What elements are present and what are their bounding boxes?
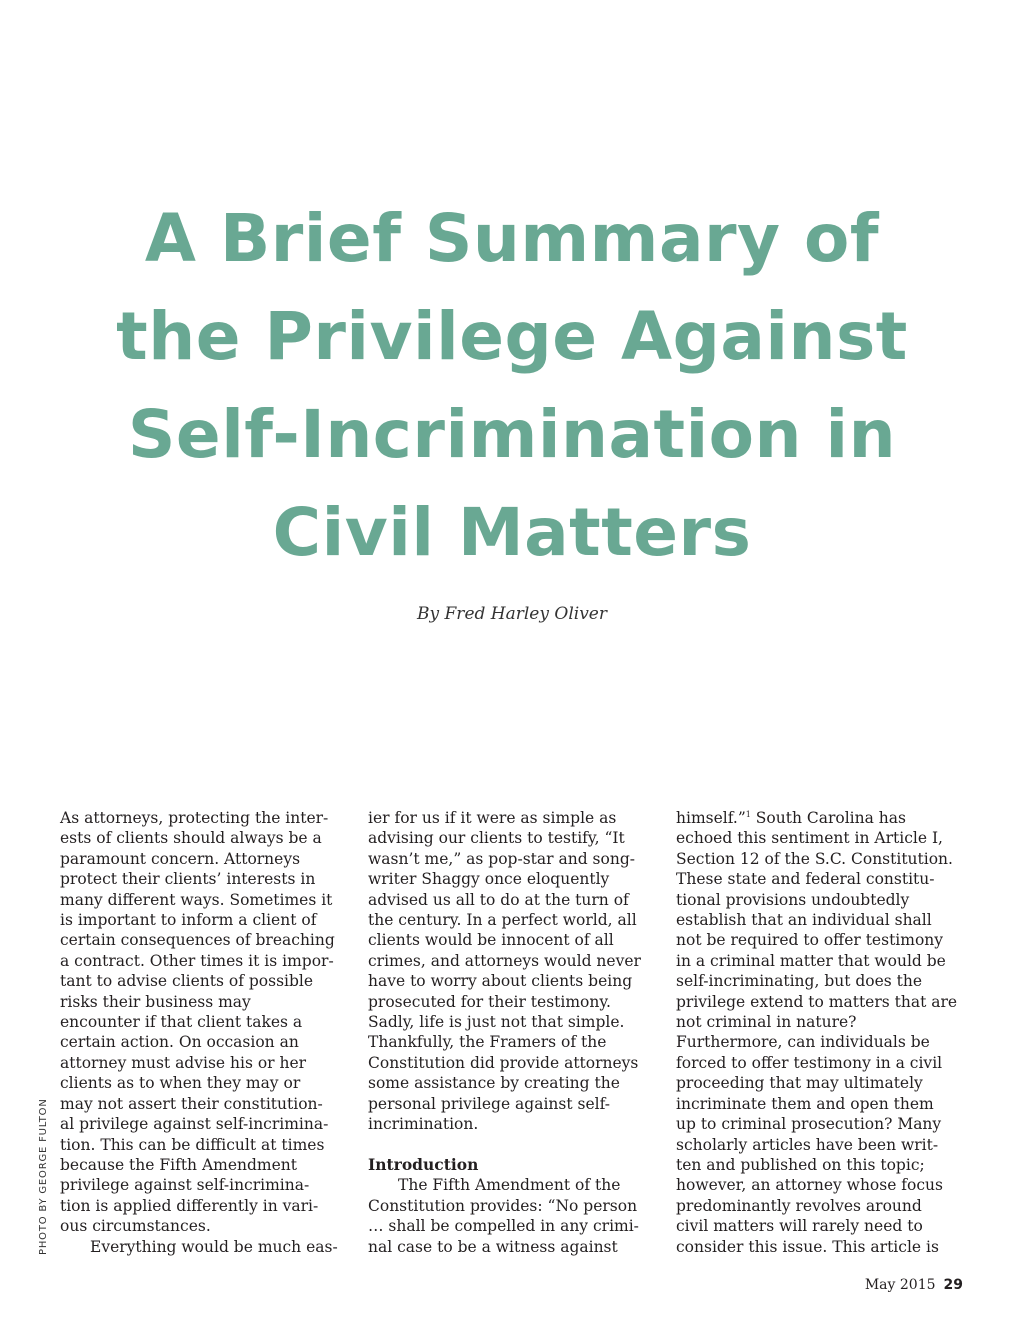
text-line: predominantly revolves around bbox=[676, 1196, 922, 1215]
text-line: echoed this sentiment in Article I, bbox=[676, 829, 943, 848]
text-line: establish that an individual shall bbox=[676, 911, 932, 930]
page-number: 29 bbox=[943, 1277, 963, 1293]
text-line: however, an attorney whose focus bbox=[676, 1176, 943, 1195]
text-line: the century. In a perfect world, all bbox=[368, 911, 637, 930]
text-line: some assistance by creating the bbox=[368, 1074, 620, 1093]
title-line: A Brief Summary of bbox=[144, 200, 880, 277]
paragraph bbox=[60, 1237, 360, 1257]
text-line: incrimination. bbox=[368, 1115, 479, 1134]
text-line: not criminal in nature? bbox=[676, 1013, 857, 1032]
text-line: ier for us if it were as simple as bbox=[368, 809, 617, 827]
issue-date: May 2015 bbox=[864, 1277, 936, 1293]
text-line: As attorneys, protecting the inter- bbox=[60, 809, 329, 827]
text-line: writer Shaggy once eloquently bbox=[368, 870, 610, 889]
text-line: advised us all to do at the turn of bbox=[368, 890, 629, 909]
text-line: tant to advise clients of possible bbox=[60, 972, 314, 991]
text-line: certain consequences of breaching bbox=[60, 931, 335, 950]
text-line: many different ways. Sometimes it bbox=[60, 890, 333, 909]
text-line: tional provisions undoubtedly bbox=[676, 890, 910, 909]
title-line: Civil Matters bbox=[272, 494, 752, 571]
body-column-3 bbox=[676, 808, 976, 1257]
text-line: Sadly, life is just not that simple. bbox=[368, 1013, 625, 1032]
text-line: prosecuted for their testimony. bbox=[368, 992, 611, 1011]
text-line: is important to inform a client of bbox=[60, 911, 317, 930]
byline: By Fred Harley Oliver bbox=[417, 604, 607, 624]
text-line: Everything would be much eas- bbox=[90, 1237, 338, 1256]
text-line: crimes, and attorneys would never bbox=[368, 951, 641, 970]
text-line: not be required to offer testimony bbox=[676, 931, 944, 950]
text-line: Constitution did provide attorneys bbox=[368, 1053, 639, 1072]
text-line: encounter if that client takes a bbox=[60, 1013, 303, 1032]
text-line: protect their clients’ interests in bbox=[60, 870, 316, 889]
paragraph bbox=[676, 808, 976, 1257]
paragraph bbox=[368, 808, 668, 1135]
body-column-2 bbox=[368, 808, 668, 1257]
text-line: incriminate them and open them bbox=[676, 1094, 934, 1113]
text-line: paramount concern. Attorneys bbox=[60, 849, 301, 868]
text-line: clients would be innocent of all bbox=[368, 931, 614, 950]
text-line: Furthermore, can individuals be bbox=[676, 1033, 930, 1052]
photo-credit: PHOTO BY GEORGE FULTON bbox=[38, 1098, 49, 1255]
text-line: advising our clients to testify, “It bbox=[368, 829, 625, 848]
text-line: nal case to be a witness against bbox=[368, 1237, 618, 1256]
text-line: wasn’t me,” as pop-star and song- bbox=[368, 849, 635, 868]
text-line: consider this issue. This article is bbox=[676, 1237, 939, 1256]
text-fragment: himself.” bbox=[676, 809, 746, 827]
page-footer bbox=[865, 1277, 963, 1293]
text-line: Section 12 of the S.C. Constitution. bbox=[676, 849, 953, 868]
text-line: Thankfully, the Framers of the bbox=[368, 1033, 607, 1052]
text-line: privilege against self-incrimina- bbox=[60, 1176, 310, 1195]
text-line: because the Fifth Amendment bbox=[60, 1155, 298, 1174]
text-line: up to criminal prosecution? Many bbox=[676, 1115, 942, 1134]
text-line: clients as to when they may or bbox=[60, 1074, 301, 1093]
text-line: Constitution provides: “No person bbox=[368, 1196, 638, 1215]
text-line: ten and published on this topic; bbox=[676, 1155, 925, 1174]
text-line: These state and federal constitu- bbox=[676, 870, 935, 889]
text-line: proceeding that may ultimately bbox=[676, 1074, 923, 1093]
text-line: al privilege against self-incrimina- bbox=[60, 1115, 329, 1134]
text-line: The Fifth Amendment of the bbox=[398, 1176, 621, 1195]
text-line: … shall be compelled in any crimi- bbox=[368, 1217, 639, 1236]
article-title bbox=[112, 190, 912, 582]
text-line: tion. This can be difficult at times bbox=[60, 1135, 325, 1154]
text-line: scholarly articles have been writ- bbox=[676, 1135, 939, 1154]
body-column-1 bbox=[60, 808, 360, 1257]
text-line: personal privilege against self- bbox=[368, 1094, 611, 1113]
text-fragment: South Carolina has bbox=[750, 809, 906, 827]
title-line: Self-Incrimination in bbox=[127, 396, 897, 473]
text-line: forced to offer testimony in a civil bbox=[676, 1053, 943, 1072]
text-line: certain action. On occasion an bbox=[60, 1033, 299, 1052]
text-line bbox=[676, 808, 976, 828]
text-line: ests of clients should always be a bbox=[60, 829, 322, 848]
paragraph bbox=[60, 808, 360, 1237]
text-line: attorney must advise his or her bbox=[60, 1053, 307, 1072]
text-line: a contract. Other times it is impor- bbox=[60, 951, 334, 970]
text-line: ous circumstances. bbox=[60, 1217, 211, 1236]
paragraph bbox=[368, 1175, 668, 1257]
text-line: self-incriminating, but does the bbox=[676, 972, 923, 991]
text-line: may not assert their constitution- bbox=[60, 1094, 323, 1113]
text-line: risks their business may bbox=[60, 992, 251, 1011]
section-heading: Introduction bbox=[368, 1154, 479, 1174]
text-line: in a criminal matter that would be bbox=[676, 951, 946, 970]
text-line: privilege extend to matters that are bbox=[676, 992, 958, 1011]
title-line: the Privilege Against bbox=[116, 298, 908, 375]
text-line: civil matters will rarely need to bbox=[676, 1217, 923, 1236]
text-line: tion is applied differently in vari- bbox=[60, 1196, 319, 1215]
footnote-reference[interactable]: 1 bbox=[745, 809, 751, 819]
text-line: have to worry about clients being bbox=[368, 972, 633, 991]
